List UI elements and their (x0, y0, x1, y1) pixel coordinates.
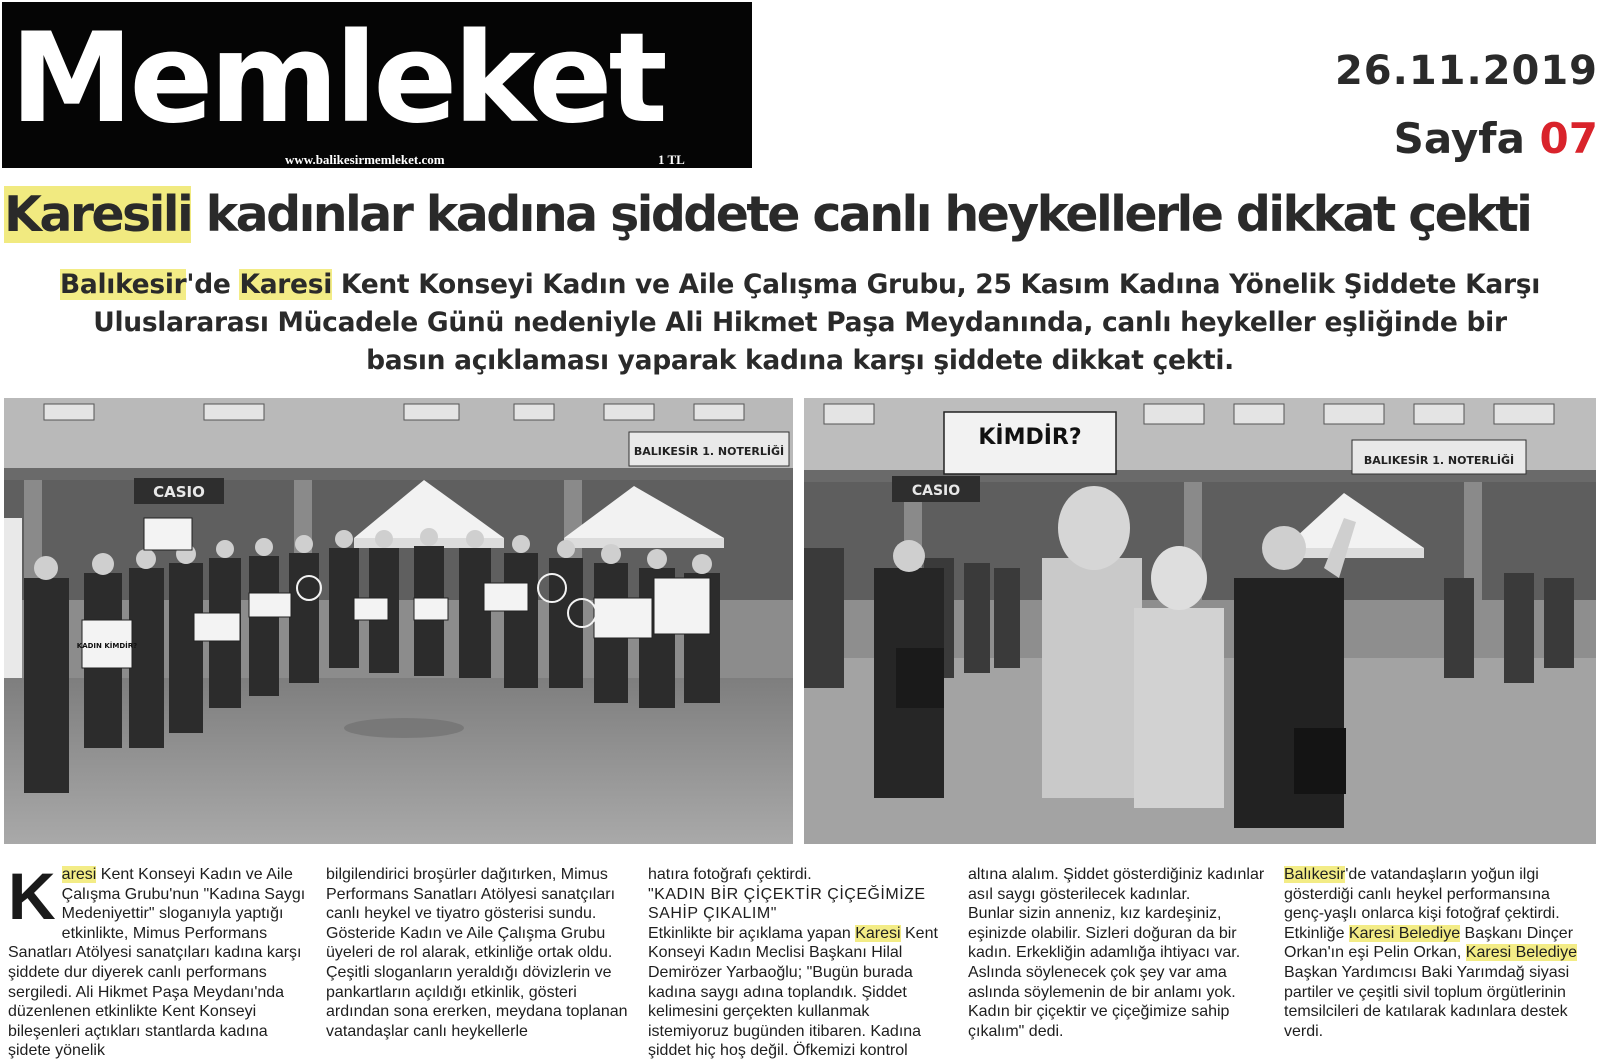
casio-sign-right: CASIO (911, 483, 961, 499)
column-5-text-2: Başkanı Dinçer Orkan'ın eşi Pelin Orkan, (1284, 924, 1574, 962)
column-3-text-1: hatıra fotoğrafı çektirdi. (648, 866, 812, 883)
page-indicator (1394, 114, 1598, 163)
page-label: Sayfa (1393, 114, 1525, 163)
notary-sign: BALIKESİR 1. NOTERLİĞİ (633, 445, 785, 458)
column-3-highlight: Karesi (855, 924, 901, 942)
newspaper-logo: Memleket (10, 7, 664, 151)
drop-cap: K (8, 859, 56, 933)
lead-text-2: Kent Konseyi Kadın ve Aile Çalışma Grubu, 25 Kasım Kadına Yönelik Şiddete Karşı Uluslararası Mücadele Günü nedeniyle Ali Hikmet Paşa Meydanında, canlı heykeller eşliğinde bir basın açıklaması yaparak kadına karşı şiddete dikkat çekti. (93, 269, 1540, 376)
lead-highlight-2: Karesi (239, 269, 332, 300)
article-headline (4, 180, 1596, 250)
price-label: 1 TL (658, 152, 685, 167)
column-1-text: Kent Konseyi Kadın ve Aile Çalışma Grubu'nun "Kadına Saygı Medeniyettir" sloganıyla yaptığı etkinlikte, Mimus Performans Sanatları Atölyesi sanatçıları kadına karşı şiddete dur diyerek canlı performans sergiledi. Ali Hikmet Paşa Meydanı'nda düzenlenen etkinlikte Kent Konseyi bileşenleri açtıkları stantlarda kadına şidete yönelik (8, 866, 306, 1060)
photo-protest-crowd (4, 398, 793, 844)
article-column-3 (648, 865, 954, 1061)
column-5-highlight-1: Balıkesir (1284, 866, 1346, 883)
website-url: www.balikesirmemleket.com (285, 152, 445, 167)
casio-sign: CASIO (153, 483, 205, 501)
kadin-kimdir-placard: KADIN KİMDİR? (76, 642, 138, 650)
column-3-paragraph (648, 924, 954, 1061)
photo-left-illustration (4, 398, 793, 844)
headline-highlight: Karesili (4, 186, 192, 243)
column-1-highlight: aresi (61, 866, 97, 883)
column-4-paragraph-2: Bunlar sizin anneniz, kız kardeşiniz, eşinizde olabilir. Sizleri doğuran da bir kadın. Erkekliğin adamlığa ihtiyacı var. Aslında söylenecek çok şey var ama aslında söylemenin de bir anlamı yok. Kadın bir çiçektir ve çiçeğimize sahip çıkalım" dedi. (968, 905, 1241, 1040)
column-5-text-1: 'de vatandaşların yoğun ilgi gösterdiği canlı heykel performansına genç-yaşlı onlarca kişi fotoğraf çektirdi. Etkinliğe (1284, 866, 1560, 942)
column-5-highlight-3: Karesi Belediye (1465, 944, 1577, 962)
masthead (2, 2, 752, 168)
column-1-paragraph (8, 859, 310, 1061)
notary-sign-right: BALIKESİR 1. NOTERLİĞİ (1363, 454, 1515, 467)
article-column-5 (1284, 865, 1590, 1041)
column-4-paragraph-1: altına alalım. Şiddet gösterdiğiniz kadınlar asıl saygı gösterilecek kadınlar. (968, 866, 1265, 903)
photo-right-illustration (804, 398, 1596, 844)
kimdir-banner: KİMDİR? (978, 425, 1082, 450)
column-2-text: bilgilendirici broşürler dağıtırken, Mimus Performans Sanatları Atölyesi sanatçıları canlı heykel ve tiyatro gösterisi sundu. Gösteride Kadın ve Aile Çalışma Grubu üyeleri de rol alarak, etkinliğe ortak oldu. Çeşitli sloganların yeraldığı dövizlerin ve pankartların açıldığı etkinlik, gösteri ardından sona ererken, meydana toplanan vatandaşlar canlı heykellerle (326, 866, 628, 1040)
column-3-text-2: Etkinlikte bir açıklama yapan (648, 924, 856, 942)
headline-text: kadınlar kadına şiddete canlı heykellerle dikkat çekti (191, 186, 1531, 243)
article-column-4 (968, 865, 1274, 1041)
column-3-subhead: "KADIN BİR ÇİÇEKTİR ÇİÇEĞİMİZE SAHİP ÇIKALIM" (648, 885, 926, 923)
issue-date: 26.11.2019 (1334, 48, 1598, 94)
photo-living-statues (804, 398, 1596, 844)
article-lead (60, 266, 1540, 380)
page-number: 07 (1539, 114, 1598, 163)
column-5-paragraph (1284, 865, 1590, 1041)
lead-text-1: 'de (186, 269, 240, 300)
column-3-text-3: Kent Konseyi Kadın Meclisi Başkanı Hilal Demirözer Yarbaoğlu; "Bugün burada kadına saygı adına toplandık. Şiddet kelimesini gerçekten kullanmak istemiyoruz bugünden itibaren. Kadına şiddet hiç hoş değil. Öfkemizi kontrol (648, 924, 938, 1060)
column-5-text-3: Başkan Yardımcısı Baki Yarımdağ siyasi partiler ve çeşitli sivil toplum örgütlerinin temsilcileri de katılarak kadınlara destek verdi. (1284, 963, 1570, 1040)
article-column-1 (8, 859, 310, 1061)
article-column-2 (326, 865, 632, 1041)
column-5-highlight-2: Karesi Belediye (1348, 924, 1461, 942)
lead-highlight-1: Balıkesir (60, 269, 187, 300)
